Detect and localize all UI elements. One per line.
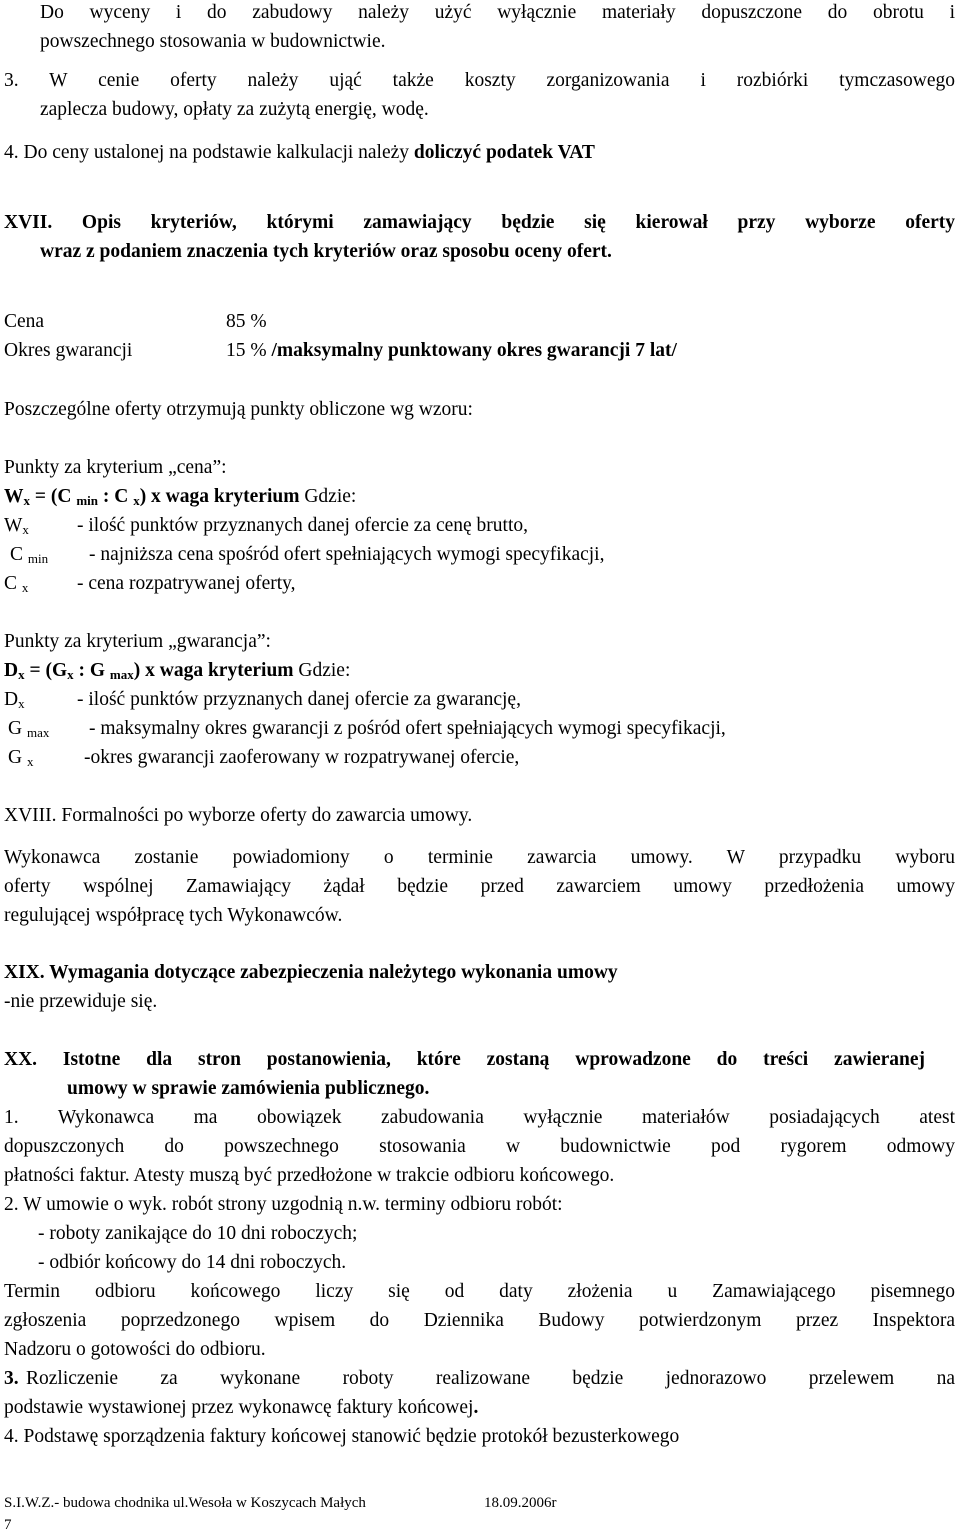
criterion-warranty-weight: 15 % bbox=[226, 340, 267, 361]
footer-date: 18.09.2006r bbox=[484, 1495, 557, 1511]
footer-page-number: 7 bbox=[4, 1517, 12, 1533]
criterion-price-weight: 85 % bbox=[226, 311, 267, 332]
warranty-def-gx-text: -okres gwarancji zaoferowany w rozpatrywanej ofercie, bbox=[84, 747, 520, 768]
section-18-line2: oferty wspólnej Zamawiający żądał będzie przed zawarciem umowy przedłożenia umowy bbox=[4, 876, 955, 897]
paragraph-materials-line1: Do wyceny i do zabudowy należy użyć wyłącznie materiały dopuszczone do obrotu i bbox=[40, 2, 955, 23]
section-18-heading: XVIII. Formalności po wyborze oferty do zawarcia umowy. bbox=[4, 805, 473, 826]
criterion-price-name: Cena bbox=[4, 311, 45, 332]
warranty-criterion-title: Punkty za kryterium „gwarancja”: bbox=[4, 631, 271, 652]
price-criterion-title: Punkty za kryterium „cena”: bbox=[4, 457, 227, 478]
price-def-cmin-text: - najniższa cena spośród ofert spełniających wymogi specyfikacji, bbox=[89, 544, 605, 565]
section-20-item3-line1: Rozliczenie za wykonane roboty realizowane będzie jednorazowo przelewem na bbox=[26, 1368, 955, 1389]
criterion-warranty-note-tail: 7 lat/ bbox=[630, 340, 677, 361]
section-20-heading-line2: umowy w sprawie zamówienia publicznego. bbox=[67, 1078, 430, 1099]
section-19-heading: XIX. Wymagania dotyczące zabezpieczenia należytego wykonania umowy bbox=[4, 962, 618, 983]
criterion-warranty-name: Okres gwarancji bbox=[4, 340, 133, 361]
section-20-item1-line2: dopuszczonych do powszechnego stosowania w budownictwie pod rygorem odmowy bbox=[4, 1136, 955, 1157]
price-def-w-text: - ilość punktów przyznanych danej ofercie za cenę brutto, bbox=[77, 515, 529, 536]
section-20-item3-line2: podstawie wystawionej przez wykonawcę faktury końcowej. bbox=[4, 1397, 479, 1418]
warranty-formula: $D_x = (G_x$ : G $_{max}$) x waga kryterium Gdzie: bbox=[4, 660, 351, 682]
section-20-item4-line1: 4. Podstawę sporządzenia faktury końcowej stanowić będzie protokół bezusterkowego bbox=[4, 1426, 680, 1447]
item-4-text: 4. Do ceny ustalonej na podstawie kalkulacji należy bbox=[4, 142, 414, 163]
section-20-term-line3: Nadzoru o gotowości do odbioru. bbox=[4, 1339, 266, 1360]
item-4-bold: doliczyć podatek VAT bbox=[413, 142, 595, 163]
warranty-def-gmax-symbol: G $_{max}$ bbox=[8, 718, 50, 740]
item-3-line2: zaplecza budowy, opłaty za zużytą energię, wodę. bbox=[40, 99, 429, 120]
scoring-intro: Poszczególne oferty otrzymują punkty obliczone wg wzoru: bbox=[4, 399, 473, 420]
price-formula: $W_x = (C$ $_{min}$ : C $_x$) x waga kryterium Gdzie: bbox=[4, 486, 357, 508]
item-4 bbox=[4, 138, 595, 167]
section-20-term-line2: zgłoszenia poprzedzonego wpisem do Dziennika Budowy potwierdzonym przez Inspektora bbox=[4, 1310, 955, 1331]
section-18-line3: regulującej współpracę tych Wykonawców. bbox=[4, 905, 343, 926]
paragraph-materials-line2: powszechnego stosowania w budownictwie. bbox=[40, 31, 386, 52]
section-20-item1-line1: 1. Wykonawca ma obowiązek zabudowania wyłącznie materiałów posiadających atest bbox=[4, 1107, 955, 1128]
section-20-item2-line3: - odbiór końcowy do 14 dni roboczych. bbox=[38, 1252, 347, 1273]
section-20-item3-number: 3. bbox=[4, 1368, 19, 1389]
warranty-def-gmax-text: - maksymalny okres gwarancji z pośród ofert spełniających wymogi specyfikacji, bbox=[89, 718, 726, 739]
criterion-warranty-note: /maksymalny punktowany okres gwarancji bbox=[271, 340, 631, 361]
section-17-heading-line1: XVII. Opis kryteriów, którymi zamawiający będzie się kierował przy wyborze oferty bbox=[4, 212, 955, 233]
section-20-item2-line2: - roboty zanikające do 10 dni roboczych; bbox=[38, 1223, 358, 1244]
price-def-cx-text: - cena rozpatrywanej oferty, bbox=[77, 573, 296, 594]
section-20-item1-line3: płatności faktur. Atesty muszą być przedłożone w trakcie odbioru końcowego. bbox=[4, 1165, 615, 1186]
section-20-term-line1: Termin odbioru końcowego liczy się od daty złożenia u Zamawiającego pisemnego bbox=[4, 1281, 955, 1302]
warranty-def-gx-symbol: G $_x$ bbox=[8, 747, 34, 769]
price-def-cx-symbol: C $_x$ bbox=[4, 573, 29, 595]
section-18-line1: Wykonawca zostanie powiadomiony o terminie zawarcia umowy. W przypadku wyboru bbox=[4, 847, 955, 868]
section-20-item2-line1: 2. W umowie o wyk. robót strony uzgodnią n.w. terminy odbioru robót: bbox=[4, 1194, 563, 1215]
item-3-line1: 3. W cenie oferty należy ująć także koszty zorganizowania i rozbiórki tymczasowego bbox=[4, 70, 955, 91]
section-20-heading-line1: XX. Istotne dla stron postanowienia, które zostaną wprowadzone do treści zawieranej bbox=[4, 1049, 925, 1070]
section-17-heading-line2: wraz z podaniem znaczenia tych kryteriów oraz sposobu oceny ofert. bbox=[40, 241, 612, 262]
warranty-def-d-text: - ilość punktów przyznanych danej ofercie za gwarancję, bbox=[77, 689, 521, 710]
section-19-text: -nie przewiduje się. bbox=[4, 991, 158, 1012]
price-def-w-symbol: $W_x$ bbox=[4, 515, 29, 537]
price-def-cmin-symbol: C $_{min}$ bbox=[10, 544, 49, 566]
footer-document-title: S.I.W.Z.- budowa chodnika ul.Wesoła w Koszycach Małych bbox=[4, 1495, 366, 1511]
criterion-warranty-detail bbox=[226, 336, 677, 365]
warranty-def-d-symbol: $D_x$ bbox=[4, 689, 25, 711]
